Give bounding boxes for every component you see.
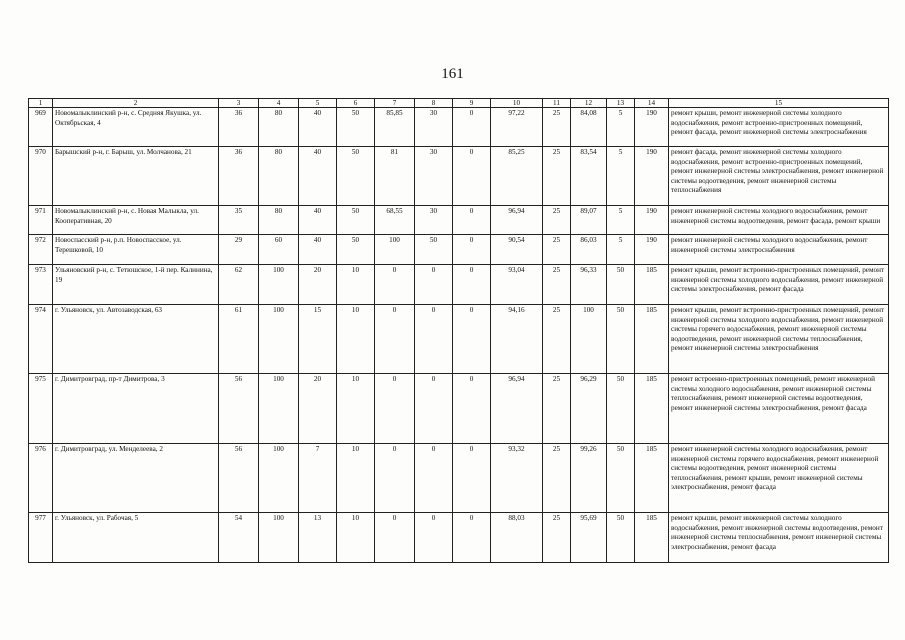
row-number: 971 — [29, 206, 53, 235]
cell-col10: 90,54 — [491, 235, 543, 265]
cell-col4: 80 — [259, 108, 299, 147]
cell-col7: 0 — [375, 374, 415, 444]
column-header: 9 — [453, 99, 491, 108]
table-row — [29, 305, 889, 374]
cell-col9: 0 — [453, 265, 491, 305]
cell-col8: 0 — [415, 444, 453, 513]
column-header: 14 — [635, 99, 669, 108]
cell-col10: 93,32 — [491, 444, 543, 513]
cell-col3: 54 — [219, 513, 259, 563]
row-address: г. Ульяновск, ул. Автозаводская, 63 — [53, 305, 219, 374]
row-number: 970 — [29, 147, 53, 206]
cell-col10: 94,16 — [491, 305, 543, 374]
cell-col12: 96,33 — [571, 265, 607, 305]
cell-col3: 62 — [219, 265, 259, 305]
cell-col11: 25 — [543, 235, 571, 265]
column-header: 7 — [375, 99, 415, 108]
cell-col12: 89,07 — [571, 206, 607, 235]
cell-col4: 80 — [259, 206, 299, 235]
cell-col8: 0 — [415, 513, 453, 563]
cell-col6: 50 — [337, 108, 375, 147]
cell-col4: 80 — [259, 147, 299, 206]
cell-col8: 30 — [415, 147, 453, 206]
cell-col9: 0 — [453, 206, 491, 235]
row-works: ремонт инженерной системы холодного водоснабжения, ремонт инженерной системы водоотведения, ремонт фасада, ремонт крыши — [669, 206, 889, 235]
cell-col14: 185 — [635, 374, 669, 444]
column-header: 1 — [29, 99, 53, 108]
cell-col12: 95,69 — [571, 513, 607, 563]
cell-col11: 25 — [543, 108, 571, 147]
cell-col13: 5 — [607, 235, 635, 265]
cell-col7: 81 — [375, 147, 415, 206]
cell-col9: 0 — [453, 108, 491, 147]
row-number: 972 — [29, 235, 53, 265]
cell-col14: 190 — [635, 206, 669, 235]
cell-col11: 25 — [543, 374, 571, 444]
cell-col12: 86,03 — [571, 235, 607, 265]
cell-col5: 15 — [299, 305, 337, 374]
cell-col3: 29 — [219, 235, 259, 265]
cell-col14: 185 — [635, 444, 669, 513]
cell-col5: 20 — [299, 265, 337, 305]
cell-col10: 97,22 — [491, 108, 543, 147]
cell-col12: 99,26 — [571, 444, 607, 513]
table-row — [29, 374, 889, 444]
cell-col9: 0 — [453, 374, 491, 444]
cell-col12: 83,54 — [571, 147, 607, 206]
cell-col13: 50 — [607, 305, 635, 374]
data-table — [28, 98, 889, 563]
row-works: ремонт крыши, ремонт встроенно-пристроенных помещений, ремонт инженерной системы холодного водоснабжения, ремонт инженерной системы электроснабжения, ремонт фасада — [669, 265, 889, 305]
row-number: 973 — [29, 265, 53, 305]
row-address: Ульяновский р-н, с. Тетюшское, 1-й пер. Калинина, 19 — [53, 265, 219, 305]
table-row — [29, 235, 889, 265]
cell-col7: 100 — [375, 235, 415, 265]
cell-col6: 10 — [337, 444, 375, 513]
cell-col3: 36 — [219, 147, 259, 206]
cell-col14: 185 — [635, 513, 669, 563]
table-row — [29, 444, 889, 513]
table-row — [29, 513, 889, 563]
cell-col6: 50 — [337, 235, 375, 265]
cell-col14: 190 — [635, 108, 669, 147]
cell-col10: 88,03 — [491, 513, 543, 563]
column-header: 3 — [219, 99, 259, 108]
cell-col11: 25 — [543, 513, 571, 563]
cell-col4: 100 — [259, 444, 299, 513]
cell-col3: 56 — [219, 374, 259, 444]
cell-col6: 10 — [337, 513, 375, 563]
cell-col6: 50 — [337, 206, 375, 235]
cell-col4: 100 — [259, 374, 299, 444]
row-address: Новомалыклинский р-н, с. Средняя Якушка, ул. Октябрьская, 4 — [53, 108, 219, 147]
cell-col13: 5 — [607, 206, 635, 235]
cell-col14: 190 — [635, 235, 669, 265]
cell-col12: 84,08 — [571, 108, 607, 147]
table-row — [29, 108, 889, 147]
cell-col11: 25 — [543, 147, 571, 206]
row-address: г. Димитровград, ул. Менделеева, 2 — [53, 444, 219, 513]
cell-col7: 0 — [375, 513, 415, 563]
row-address: Новоспасский р-н, р.п. Новоспасское, ул. Терешковой, 10 — [53, 235, 219, 265]
column-header: 8 — [415, 99, 453, 108]
cell-col9: 0 — [453, 305, 491, 374]
column-header: 2 — [53, 99, 219, 108]
cell-col5: 40 — [299, 108, 337, 147]
row-number: 975 — [29, 374, 53, 444]
cell-col5: 20 — [299, 374, 337, 444]
cell-col11: 25 — [543, 305, 571, 374]
column-header: 4 — [259, 99, 299, 108]
row-works: ремонт крыши, ремонт инженерной системы холодного водоснабжения, ремонт инженерной системы водоотведения, ремонт инженерной системы теплоснабжения, ремонт инженерной системы электроснабжения, ремонт фасада — [669, 513, 889, 563]
row-number: 974 — [29, 305, 53, 374]
cell-col3: 36 — [219, 108, 259, 147]
cell-col5: 13 — [299, 513, 337, 563]
cell-col9: 0 — [453, 444, 491, 513]
cell-col14: 185 — [635, 305, 669, 374]
table-row — [29, 147, 889, 206]
column-header: 11 — [543, 99, 571, 108]
page-number: 161 — [441, 66, 464, 82]
column-header: 5 — [299, 99, 337, 108]
cell-col6: 10 — [337, 265, 375, 305]
row-works: ремонт фасада, ремонт инженерной системы холодного водоснабжения, ремонт встроенно-пристроенных помещений, ремонт инженерной системы электроснабжения, ремонт инженерной системы водоотведения, ремонт инженерной системы теплоснабжения — [669, 147, 889, 206]
row-works: ремонт крыши, ремонт инженерной системы холодного водоснабжения, ремонт встроенно-пристроенных помещений, ремонт фасада, ремонт инженерной системы электроснабжения — [669, 108, 889, 147]
cell-col10: 96,94 — [491, 374, 543, 444]
cell-col7: 68,55 — [375, 206, 415, 235]
cell-col11: 25 — [543, 265, 571, 305]
cell-col9: 0 — [453, 147, 491, 206]
row-works: ремонт инженерной системы холодного водоснабжения, ремонт инженерной системы горячего водоснабжения, ремонт инженерной системы водоотведения, ремонт инженерной системы теплоснабжения, ремонт крыши, ремонт инженерной системы электроснабжения, ремонт фасада — [669, 444, 889, 513]
row-number: 977 — [29, 513, 53, 563]
row-address: Барышский р-н, г. Барыш, ул. Молчанова, 21 — [53, 147, 219, 206]
cell-col13: 5 — [607, 108, 635, 147]
cell-col12: 100 — [571, 305, 607, 374]
cell-col6: 50 — [337, 147, 375, 206]
cell-col3: 35 — [219, 206, 259, 235]
cell-col11: 25 — [543, 206, 571, 235]
cell-col8: 0 — [415, 305, 453, 374]
cell-col8: 0 — [415, 374, 453, 444]
cell-col13: 50 — [607, 444, 635, 513]
column-header: 6 — [337, 99, 375, 108]
cell-col9: 0 — [453, 513, 491, 563]
cell-col14: 185 — [635, 265, 669, 305]
cell-col8: 50 — [415, 235, 453, 265]
row-number: 969 — [29, 108, 53, 147]
cell-col8: 30 — [415, 206, 453, 235]
row-works: ремонт крыши, ремонт встроенно-пристроенных помещений, ремонт инженерной системы холодного водоснабжения, ремонт инженерной системы горячего водоснабжения, ремонт инженерной системы водоотведения, ремонт инженерной системы теплоснабжения, ремонт инженерной системы электроснабжения — [669, 305, 889, 374]
cell-col4: 100 — [259, 305, 299, 374]
table-row — [29, 206, 889, 235]
cell-col12: 96,29 — [571, 374, 607, 444]
cell-col4: 100 — [259, 265, 299, 305]
cell-col5: 40 — [299, 235, 337, 265]
cell-col3: 61 — [219, 305, 259, 374]
row-works: ремонт инженерной системы холодного водоснабжения, ремонт инженерной системы электроснабжения — [669, 235, 889, 265]
cell-col3: 56 — [219, 444, 259, 513]
cell-col5: 40 — [299, 206, 337, 235]
row-works: ремонт встроенно-пристроенных помещений, ремонт инженерной системы холодного водоснабжения, ремонт инженерной системы теплоснабжения, ремонт инженерной системы водоотведения, ремонт инженерной системы электроснабжения, ремонт фасада — [669, 374, 889, 444]
cell-col14: 190 — [635, 147, 669, 206]
cell-col4: 100 — [259, 513, 299, 563]
cell-col13: 50 — [607, 265, 635, 305]
table-row — [29, 265, 889, 305]
column-header: 12 — [571, 99, 607, 108]
row-address: г. Ульяновск, ул. Рабочая, 5 — [53, 513, 219, 563]
cell-col6: 10 — [337, 305, 375, 374]
column-header: 13 — [607, 99, 635, 108]
column-header: 15 — [669, 99, 889, 108]
cell-col10: 96,94 — [491, 206, 543, 235]
cell-col13: 50 — [607, 374, 635, 444]
row-address: Новомалыклинский р-н, с. Новая Малыкла, ул. Кооперативная, 20 — [53, 206, 219, 235]
cell-col5: 40 — [299, 147, 337, 206]
cell-col7: 0 — [375, 444, 415, 513]
cell-col7: 85,85 — [375, 108, 415, 147]
cell-col8: 0 — [415, 265, 453, 305]
header-row — [29, 99, 889, 108]
column-header: 10 — [491, 99, 543, 108]
cell-col6: 10 — [337, 374, 375, 444]
cell-col13: 5 — [607, 147, 635, 206]
cell-col13: 50 — [607, 513, 635, 563]
cell-col10: 85,25 — [491, 147, 543, 206]
row-address: г. Димитровград, пр-т Димитрова, 3 — [53, 374, 219, 444]
cell-col7: 0 — [375, 305, 415, 374]
cell-col5: 7 — [299, 444, 337, 513]
cell-col9: 0 — [453, 235, 491, 265]
cell-col8: 30 — [415, 108, 453, 147]
row-number: 976 — [29, 444, 53, 513]
cell-col7: 0 — [375, 265, 415, 305]
cell-col11: 25 — [543, 444, 571, 513]
cell-col10: 93,04 — [491, 265, 543, 305]
cell-col4: 60 — [259, 235, 299, 265]
